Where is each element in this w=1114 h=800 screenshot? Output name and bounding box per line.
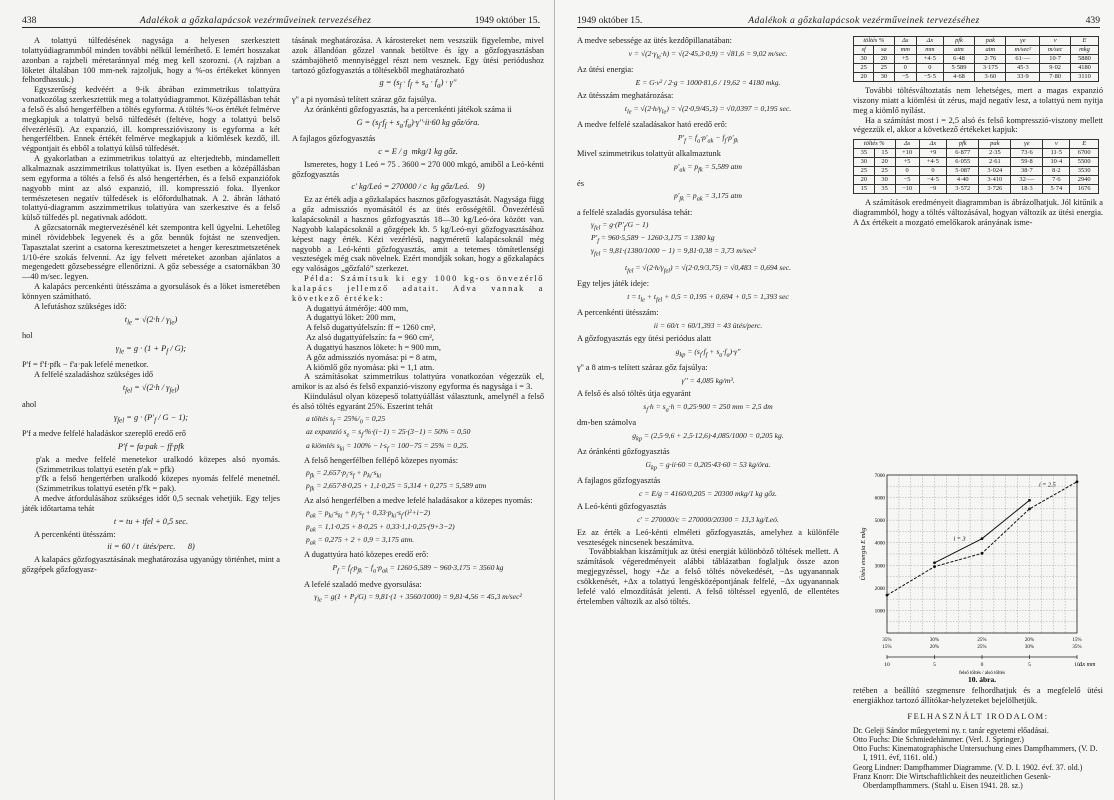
table-cell: +10 [895,149,919,158]
table-row [854,167,1099,176]
table-cell: 0 [919,167,947,176]
column-unit: mkg [1070,46,1098,55]
column-header: γe [1011,140,1043,149]
series-label: i = 3 [953,535,966,543]
table-cell: 1676 [1070,185,1099,194]
series-label: i = 2.5 [1039,481,1056,489]
list-item: A gőz admissziós nyomása: pi = 8 atm, [306,352,437,362]
table-cell: 3·024 [979,167,1011,176]
table-cell: 0 [895,167,919,176]
paragraph: A lefutáshoz szükséges idő: [34,301,127,311]
table-row [854,185,1099,194]
label: A medve sebessége az ütés kezdőpillanatában: [577,36,732,45]
table-cell: 20 [854,73,874,82]
table-cell: 30 [874,176,895,185]
right-page [555,0,1114,800]
label: A fajlagos gőzfogyasztás [577,476,661,486]
table-cell: 15 [854,185,875,194]
table-cell: +5 [894,55,916,64]
reference-item: Otto Fuchs: Die Schmiedehämmer. (Verl. J. Springer.) [853,734,1024,744]
table-cell: 2·76 [975,55,1006,64]
x-tick-label: 10 [884,662,890,668]
equation: $p'_{ak} = p_{fk} = 5,589$ atm [674,162,742,174]
left-column-1 [22,36,280,575]
table-cell: 6700 [1070,149,1099,158]
table-cell: 33·9 [1006,73,1040,82]
column-header: Δx [919,140,947,149]
table-cell: 2·35 [979,149,1011,158]
table-row [854,158,1099,167]
references-list [853,726,1103,791]
equation: $p'_{fk} = p_{ak} = 3,175$ atm [674,191,742,203]
table-cell: 35 [874,185,895,194]
running-title: Adalékok a gőzkalapácsok vezérműveinek tervezéséhez [139,15,372,26]
reference-item: Georg Lindner: Dampfhammer Diagramme. (V. D. I. 1902. évf. 37. old.) [853,762,1083,772]
table-cell: 8·2 [1043,167,1070,176]
page-number: 438 [22,15,37,26]
equation: $g = (s_f \cdot f_f + s_a \cdot f_a) \cdot \gamma''$ [379,78,457,91]
table-cell: 6·055 [947,158,979,167]
label: Az ütésszám meghatározása: [577,90,674,100]
paragraph: Ez az érték adja a gőzkalapács hasznos gőzfogyasztását. Nagysága függ a gőz admissziós nyomásától és az ütés erősségétől. Önvezérlésű kalapácsoknál a hasznos gőzfogyasztás 18—30 kg/Leó-óra között van. Nagyobb kalapácsoknál a gőzgépek kb. 5 kg/Leó-nyi gőzfogyasztásához képest nagy érték. Kézi vezérlésű, nagyméretű kalapácsoknál még nagyobb a Leó-kénti gőzfogyasztás, amit a tetemes tömítetlenségi veszteségek még csak növelnek. Ezért mondják sokan, hogy a gőzkalapács egy valóságos „gőzfaló” szerkezet. [292,195,545,274]
table-cell: 0 [916,64,943,73]
label: ahol [22,399,37,409]
table-cell: 20 [854,176,875,185]
left-column-2 [292,36,544,609]
column-header: töltés % [854,140,896,149]
label: Az ütési energia: [577,65,634,75]
table-cell: 7·80 [1040,73,1071,82]
list-item: A felső dugattyúfelszín: ff = 1260 cm², [306,323,436,333]
paragraph: p'fk a felső hengertérben uralkodó közepes nyomás felfelé menetnél. (Szimmetrikus tolattyú esetén p'fk = pak). [36,474,280,494]
column-header: γe [1006,37,1040,46]
reference-item: Dr. Geleji Sándor műegyetemi ny. r. tanár egyetemi előadásai. [853,725,1049,735]
equation: $p_{ak} = p_{ki}\cdot s_{ki} + p_i\cdot s_f + 0,33\cdot p_{ki}\cdot s_f\cdot(i^2+i-2)$ $p_{ak} = 1,1\cdot 0,25 + 8\cdot 0,25 + 0,33\cdot 1,1\cdot 0,25\cdot(9+3-2)$ $p_{ak} = 0,275 + 2 + 0,9 = 3,175$ atm. [306,508,455,547]
table-cell: 9·02 [1040,64,1071,73]
x-tick-label: 5 [933,662,936,668]
table-cell: 25 [854,64,874,73]
data-point [886,594,889,597]
y-axis-label: Ütési energia E mkg [860,527,867,581]
column-header: v [1043,140,1070,149]
table-cell: 6·877 [947,149,979,158]
equation: $g_{kp} = (2,5\cdot 9,6 + 2,5\cdot 12,6)\cdot 4,085/1000 = 0,205$ kg. [632,430,784,443]
equation: c' = 270000/c = 270000/20300 = 13,3 kg/Leó. [637,514,779,524]
paragraph: A felfelé szaladáshoz szükséges idő [34,370,154,380]
label: dm-ben számolva [577,417,637,427]
table-cell: 45·3 [1006,64,1040,73]
paragraph: Az alsó hengerfélben a medve lefelé haladásakor a közepes nyomás: [304,496,533,506]
paragraph: tásának meghatározása. A károstereket nem veszszük figyelembe, mivel azok állandóan gőzzel vannak betöltve és így a gőzfogyasztásban számbajöhető mennyiséggel részt nem vesznek. Egy ütési periódushoz tartozó gőzfogyasztás a töltésekből meghatározható [292,36,544,75]
table-cell: −4·5 [919,176,947,185]
list-item: Az alsó dugattyúfelszín: fa = 960 cm², [306,333,434,343]
column-header: Δx [916,37,943,46]
column-header: pfk [947,140,979,149]
equation: ii = 60 / t ütés/perc. 8) [107,542,195,552]
paragraph: Példa: Számítsuk ki egy 1000 kg-os önvezérlő kalapács jellemző adatait. Adva vannak a következő értékek: [292,274,544,303]
table-cell: 2940 [1070,176,1099,185]
table-body [854,55,1099,82]
table-cell: −10 [895,185,919,194]
table-cell: 10·4 [1043,158,1070,167]
equation: $t_{fel} = √(2\cdot h / \gamma_{fel})$ [122,383,180,395]
label: hol [22,331,33,341]
table-cell: 15 [874,149,895,158]
data-point [1076,480,1079,483]
equation: $p_{fk} = 2,657\cdot p_i\cdot s_f + p_{ki}\cdot s_{ki}$ $p_{fk} = 2,657\cdot 8\cdot 0,25 + 1,1\cdot 0,25 = 5,314 + 0,275 = 5,589$ atm [306,467,487,493]
paragraph: p'ak a medve felfelé menetekor uralkodó közepes alsó nyomás. (Szimmetrikus tolattyú esetén p'ak = pfk) [36,454,280,474]
series-note: felső töltés / alsó töltés [959,671,1005,676]
table-cell: 20 [874,55,894,64]
table-cell: 3·60 [975,73,1006,82]
table-row [854,149,1099,158]
paragraph: retében a beállító szegmensre felhordhatjuk és a megfelelő ütési energiákhoz tartozó állítókar-helyzeteket bejelölhetjük. [853,686,1103,705]
equation: $\gamma_{fel} = g \cdot (P'_f / G - 1)$; [113,412,189,425]
paragraph: A számítások eredményeit diagrammban is ábrázolhatjuk. Jól kitűnik a diagrammból, hogy a töltés változásával, hogyan változik az ütési energia. A Δx értékeit a mozgató emelőkarok arányának isme- [853,198,1103,227]
data-point [1028,507,1031,510]
table-cell: 30 [874,73,894,82]
issue-date: 1949 október 15. [577,15,643,26]
equation: $P_f = f_f\cdot p_{fk} - f_a\cdot p_{ak} = 1260\cdot 5,589 - 960\cdot 3,175 = 3560$ kg [332,563,504,575]
x-tick-label-upper: 35% [882,638,892,643]
column-header: pak [979,140,1011,149]
label: A gőzfogyasztás egy ütési periódus alatt [577,333,712,343]
table-row [854,64,1099,73]
label: A Leó-kénti gőzfogyasztás [577,502,667,512]
column-header: töltés % [854,37,895,46]
table-row [854,55,1099,64]
table-cell: 11·5 [1043,149,1070,158]
column-unit: sf [854,46,874,55]
right-column-2-bottom [853,686,1103,791]
table-body [854,149,1099,194]
x-tick-label: 0 [980,662,984,668]
right-column-1 [577,36,839,607]
x-tick-label: 5 [1028,662,1031,668]
paragraph: P'f a medve felfelé haladáskor szereplő eredő erő [22,429,186,438]
paragraph: Az óránkénti gőzfogyasztás, ha a percenkénti játékok száma ii [304,104,512,114]
table-cell: 38·7 [1011,167,1043,176]
y-tick-label: 6000 [874,495,885,502]
table-cell: 4·68 [943,73,974,82]
equation: $g_{kp} = (s_f\cdot f_f + s_a\cdot f_a)\cdot\gamma''$ [675,346,741,359]
list-item: A dugattyú löket: 200 mm, [306,313,396,323]
x-tick-label-lower: 35% [1072,645,1082,650]
paragraph: Továbbiakban kiszámítjuk az ütési energiát különböző töltések mellett. A számítások végeredményeit alábbi táblázatban foglaljuk össze azon megjegyzéssel, hogy +Δε a felső töltés növekedését, −Δs ugyanannak csökkenését, +Δx a tolattyú lengésközépontjának felfelé, −Δx ugyanannak lefelé való elmozdítását jelenti. A felső töltéssel egyenlő, de ellentétes értelemben változik az alsó töltés. [577,547,839,606]
equation: P'f = fa·pak − ff·pfk [117,441,185,451]
table-cell: 25 [874,167,895,176]
table-cell: 32·— [1011,176,1043,185]
x-tick-label-lower: 15% [882,645,892,650]
equation: ii = 60/t = 60/1,393 = 43 ütés/perc. [653,321,763,331]
table-cell: 4·40 [947,176,979,185]
table-cell: −9 [919,185,947,194]
column-header: pak [975,37,1006,46]
table-cell: 3·410 [979,176,1011,185]
equation: $s_f\cdot h = s_a\cdot h = 0,25\cdot 900 = 250$ mm = 2,5 dm [643,401,773,414]
equation: c = E/g = 4160/0,205 = 20300 mkg/1 kg gőz. [639,489,777,499]
table-cell: 4180 [1070,64,1098,73]
column-unit: sa [874,46,894,55]
reference-item: Otto Fuchs: Kinematographische Untersuchung eines Dampfhammers, (V. D. I, 1911. évf, 1161. old.) [853,744,1098,763]
x-tick-label-lower: 25% [977,645,987,650]
column-header: v [1040,37,1071,46]
column-unit: atm [975,46,1006,55]
table-cell: 5·74 [1043,185,1070,194]
table-cell: 30 [854,55,874,64]
paragraph: További töltésváltoztatás nem lehetséges, mert a magas expanzió viszony miatt a kiömlési út zérus, majd negatív lesz, a tolattyú nem nyitja meg a kiömlő nyílást. [853,86,1103,115]
equation: $\gamma_{le} = g(1 + P_f/G) = 9,81\cdot(1 + 3560/1000) = 9,81\cdot 4,56 = 45,3$ m/sec² [314,592,522,604]
equation: $t_{le} = √(2\cdot h / \gamma_{le})$ [124,314,178,327]
table-cell: 6·48 [943,55,974,64]
table-cell: −5 [895,176,919,185]
left-header [22,12,540,26]
paragraph: A percenkénti ütésszám: [34,529,116,539]
column-header: E [1070,37,1098,46]
paragraph: A tolattyú túlfedésének nagysága a helyesen szerkesztett tolattyúdiagrammból minden további nélkül leméríhető. E lemért hosszakat azonban a rajzbeli méretaránnyal még meg kell szorozni. (A rajzban a löketet általában 100 mm-nek rajzoljuk, hogy a %-os értékeket könnyen felhordhassuk.) [22,36,280,85]
table-cell: 25 [874,64,894,73]
table-cell: +5 [895,158,919,167]
table-cell: −5 [894,73,916,82]
references-title: FELHASZNÁLT IRODALOM: [907,711,1049,721]
equation: $\gamma_{fel} = g\cdot(P'_f/G - 1)$ $P'_f = 960\cdot 5,589 - 1260\cdot 3,175 = 1380$ kg $\gamma_{fel} = 9,81\cdot(1380/1000 - 1) = 9,81\cdot 0,38 = 3,73$ m/sec² [591,219,756,258]
column-header: pfk [943,37,974,46]
table-cell: +4·5 [919,158,947,167]
label: a felfelé szaladás gyorsulása tehát: [577,207,693,217]
figure-10 [855,465,1105,683]
table-header-row [854,140,1099,149]
equation: $G = (s_f\cdot f_f + s_a\cdot f_a)\cdot\gamma''\cdot ii\cdot 60$ kg gőz/óra. [356,117,480,130]
x-tick-label-lower: 30% [1024,645,1035,650]
paragraph: A kalapács percenkénti ütésszáma a gyorsulások és a löket ismeretében könnyen számítható. [22,282,280,301]
x-tick-label-upper: 25% [977,638,987,643]
table-cell: 3530 [1070,167,1099,176]
results-table-i3 [853,36,1099,82]
label: A percenkénti ütésszám: [577,308,659,318]
label: és [577,178,584,188]
equation: E = G·v² / 2·g = 1000·81,6 / 19,62 = 4180 mkg. [635,78,781,88]
table-cell: 10·7 [1040,55,1071,64]
equation: c = E / g mkg/1 kg gőz. [378,146,458,156]
paragraph: A felső hengerfélben fellépő közepes nyomás: [304,455,459,465]
paragraph: P'f = f'f·pfk − f'a·pak lefelé menetkor. [22,360,149,370]
table-cell: 61·— [1006,55,1040,64]
table-cell: 3·572 [947,185,979,194]
table-cell: +9 [919,149,947,158]
equation: $t = t_{le} + t_{fel} + 0,5 = 0,195 + 0,694 + 0,5 = 1,393$ sec [627,291,789,304]
table-cell: 3110 [1070,73,1098,82]
y-tick-label: 3000 [874,563,885,570]
data-point [933,561,936,564]
paragraph: Ismeretes, hogy 1 Leó = 75 . 3600 = 270 000 mkgó, amiből a Leó-kénti gőzfogyasztás [292,159,544,179]
paragraph: Kiindulásul olyan közepeső tolattyúállást választunk, amelynél a felső és alsó töltés egyaránt 25%. Eszerint tehát [292,392,544,411]
equation: a töltés $s_f = 25\%/_0 = 0,25$ az expanzió $s_e = s_f\cdot\%\cdot(i-1) = 25\cdot(3-1) = 50\% = 0,50$ a kiömlés $s_{ki} = 100\% - l\cdot s_f = 100-75 = 25\% = 0,25$. [306,413,471,453]
table-cell: +4·5 [916,55,943,64]
equation: t = tu + tfel + 0,5 sec. [113,516,189,526]
data-point [981,552,984,555]
label: Egy teljes játék ideje: [577,278,650,288]
running-title: Adalékok a gőzkalapácsok vezérműveinek tervezéséhez [748,15,980,26]
table-unit-row [854,46,1099,55]
y-tick-label: 1000 [874,608,885,615]
table-cell: 35 [854,149,875,158]
paragraph: A dugattyúra ható közepes eredő erő: [304,550,429,560]
table-cell: 5·087 [947,167,979,176]
table-cell: 20 [874,158,895,167]
equation: $P'_f = f_a\cdot p'_{ak} - f_f\cdot p'_{fk}$ [677,132,739,145]
y-tick-label: 5000 [874,518,885,525]
paragraph: Egyszerűség kedvéért a 9-ik ábrában ezimmetrikus tolattyúra vonatkozólag szerkesztettük meg a tolattyúdiagrammot. Középállásban tehát a felső és alsó hengerfélben a töltés egyforma. A töltés %-os értékét felmérve megkapjuk a tolattyú belső túlfedését (feltéve, hogy a tolattyú belső élvezérlésű). Az expanzió, ill. kompresszióviszony is egyforma a két hengerféltben. Ennek értékét felmérve megkapjuk a kiömlések kezdő, ill. végpontjait és ebből a tolattyú külső túlfedését. [22,85,280,154]
table-row [854,176,1099,185]
reference-item: Franz Knorr: Die Wirtschaftlichkeit des neuzeitlichen Gesenk-Oberdampfhammers. (Stahl u. Eisen 1941. 28. sz.) [853,772,1051,791]
column-unit: m/sec [1040,46,1071,55]
energy-chart [855,465,1105,683]
equation: $t_{le} = √(2\cdot h/\gamma_{le}) = √(2\cdot 0,9/45,3) = √0,0397 = 0,195$ sec. [624,103,792,116]
y-tick-label: 2000 [874,585,885,592]
paragraph: A medve átfordulásához szükséges időt 0,5 secnak vehetjük. Egy teljes játék időtartama tehát [22,494,280,513]
table-cell: 73·6 [1011,149,1043,158]
column-header: Δs [894,37,916,46]
equation: $v = √(2\cdot\gamma_{le}\cdot h) = √(2\cdot 45,3\cdot 0,9) = √81,6 = 9,02$ m/sec. [628,48,788,61]
table-cell: 18·3 [1011,185,1043,194]
header-rule [22,27,540,28]
paragraph: A gyakorlatban a ezimmetrikus tolattyú az elterjedtebb, mindamellett alkalmaznak aszzimmetrikus tolattyúkat is. Ilyen esetben a középállásban sem egyforma a töltés a felső és alsó hengertérben, és a felső expanziófok nagyobb mint az alsó expanzió, ill. kompresszió foka. Ilyenkor természetesen negatív túlfedések is előfordulhatnak. A 2. ábrán látható tolattyú-diagramm aszzimmetrikus tolattyúra van szerkesztve és a felső külső túlfedés pl. negativnak adódott. [22,154,280,223]
equation: $\gamma_{le} = g \cdot (1 + P_f / G)$; [115,343,187,356]
x-tick-label-upper: 20% [1024,638,1035,643]
x-axis-label: Δx mm [1079,662,1096,668]
equation: c' kg/Leó = 270000 / c kg gőz/Leó. 9) [351,182,485,192]
table-cell: 7·6 [1043,176,1070,185]
data-point [933,565,936,568]
table-cell: 2·61 [979,158,1011,167]
table-cell: −5·5 [916,73,943,82]
x-tick-label: 10 [1074,662,1080,668]
paragraph: γ'' a pi nyomású telített száraz gőz fajsúlya. [292,94,437,104]
table-cell: 3·726 [979,185,1011,194]
column-header: Δs [895,140,919,149]
column-unit: mm [894,46,916,55]
figure-caption: 10. ábra. [967,675,997,683]
equation: γ'' = 4,085 kg/m³. [681,375,735,385]
list-item: A kiömlő gőz nyomása: pki = 1,1 atm. [306,362,435,372]
label: Mivel szimmetrikus tolattyút alkalmaztunk [577,149,721,159]
x-tick-label-upper: 30% [929,638,940,643]
paragraph: A számításokat szimmetrikus tolattyúra vonatkozóan végezzük el, amikor is az alsó és felső expanzió-viszony egyforma és nagysága i = 3. [292,372,544,392]
table-cell: 0 [894,64,916,73]
table-row [854,73,1099,82]
table-header-row [854,37,1099,46]
data-point [981,537,984,540]
label: γ'' a 8 atm-s telített száraz gőz fajsúlya: [577,363,708,373]
table-cell: 3·175 [975,64,1006,73]
paragraph: A kalapács gőzfogyasztásának meghatározása ugyanúgy történhet, mint a gőzgépek gőzfogyasz- [22,555,280,575]
right-column-2 [853,36,1103,228]
paragraph: Ez az érték a Leó-kénti elméleti gőzfogyasztás, amelyhez a különféle veszteségek nincsenek beszámítva. [577,527,839,547]
x-tick-label-upper: 15% [1072,638,1082,643]
paragraph: A gőzcsatornák megtervezésénél két szempontra kell ügyelni. Lehetőleg minél rövidebbek legyenek és a gőz bennük fojtást ne szenvedjen. Tapasztalat szerint a csatorna keresztmetszetet a henger keresztmetszetének 1/10-ére szokás felvenni. Az így felvett méreteket azonban ajánlatos a megengedett gőzsebességre ellenőrizni. A gőz sebessége a csatornákban 30—40 m/sec. legyen. [22,223,280,282]
data-point [1028,499,1031,502]
x-tick-label-lower: 20% [929,645,940,650]
issue-date: 1949 október 15. [474,15,540,26]
table-cell: 5500 [1070,158,1099,167]
table-cell: 59·8 [1011,158,1043,167]
column-unit: atm [943,46,974,55]
page-number: 439 [1085,15,1100,26]
y-tick-label: 4000 [874,540,885,547]
column-unit: mm [916,46,943,55]
paragraph: Ha a számítást most i = 2,5 alsó és felső kompresszió-viszony mellett végezzük el, akkor a következő értékeket kapjuk: [853,115,1103,135]
right-header [577,12,1100,26]
table-cell: 30 [854,158,875,167]
column-header: E [1070,140,1099,149]
table-cell: 5880 [1070,55,1098,64]
label: Az óránkénti gőzfogyasztás [577,447,670,457]
label: A felső és alsó töltés útja egyaránt [577,388,692,398]
label: A medve felfelé szaladásakor ható eredő erő: [577,120,728,130]
equation: $t_{fel} = √(2\cdot h/\gamma_{fel}) = √(2\cdot 0,9/3,75) = √0,483 = 0,694$ sec. [625,262,791,275]
header-rule [577,27,1100,28]
column-unit: m/sec² [1006,46,1040,55]
table-cell: 5·589 [943,64,974,73]
paragraph: A fajlagos gőzfogyasztás [292,134,376,144]
table-cell: 25 [854,167,875,176]
list-item: A dugattyú hasznos lökete: h = 900 mm, [306,342,441,352]
left-page [0,0,555,800]
results-table-i2-5 [853,139,1099,194]
list-item: A dugattyú átmérője: 400 mm, [306,303,409,313]
equation: $G_{kp} = g\cdot ii\cdot 60 = 0,205\cdot 43\cdot 60 = 53$ kg/óra. [645,460,771,472]
paragraph: A lefelé szaladó medve gyorsulása: [304,579,422,589]
y-tick-label: 7000 [874,473,885,479]
